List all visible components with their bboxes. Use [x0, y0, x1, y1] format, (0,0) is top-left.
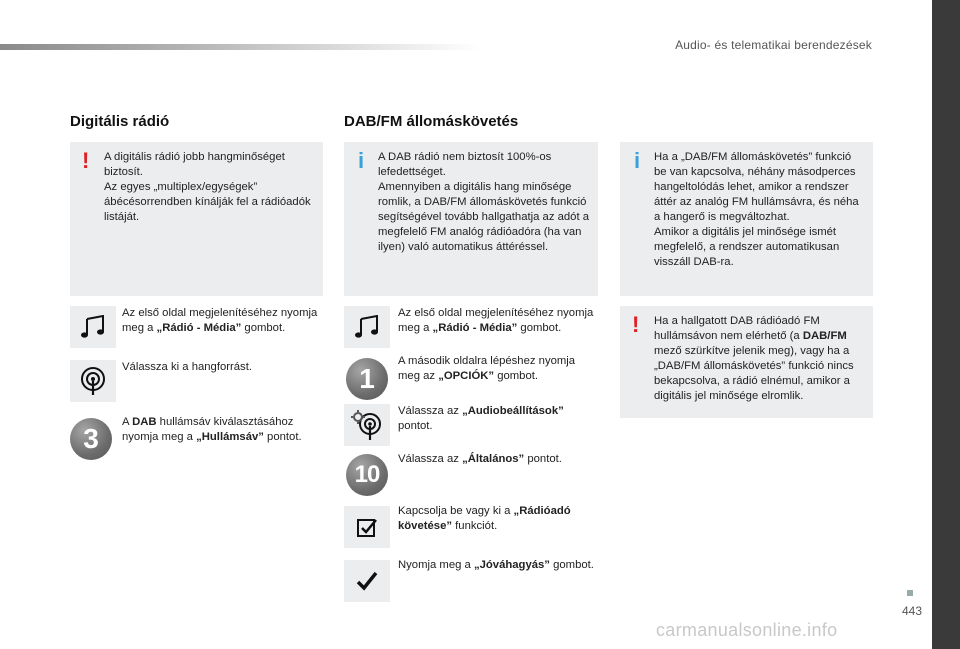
music-note-icon — [354, 315, 380, 339]
page-number: 443 — [902, 604, 923, 618]
heading-digital-radio: Digitális rádió — [70, 113, 170, 130]
step-number-badge: 3 — [70, 418, 112, 460]
info-icon: i — [358, 148, 365, 173]
checkbox-icon — [356, 516, 378, 538]
warning-note-text: A digitális rádió jobb hangminőséget biztosít. Az egyes „multiplex/egységek” ábécésorrendben kínálják fel a rádióadók listáját. — [104, 151, 311, 223]
radio-media-button-icon-box-2 — [344, 306, 390, 348]
info-note-station-follow — [620, 142, 873, 296]
middle-step-3: Válassza az „Audiobeállítások” pontot. — [398, 405, 564, 432]
info-icon: i — [634, 148, 641, 173]
step-number-badge-10: 10 — [346, 454, 388, 496]
toggle-checkbox-icon-box — [344, 506, 390, 548]
warning-note-digital-radio — [70, 142, 323, 296]
audio-settings-icon-box — [344, 404, 390, 446]
warning-note-dab-unavailable — [620, 306, 873, 418]
watermark: carmanualsonline.info — [656, 620, 838, 640]
checkmark-icon — [356, 571, 378, 591]
audio-settings-icon — [350, 409, 384, 441]
left-step-2: Válassza ki a hangforrást. — [122, 361, 252, 373]
info-note-dab — [344, 142, 598, 296]
info-note-follow-text: Ha a „DAB/FM állomáskövetés” funkció be van kapcsolva, néhány másodperces hangeltolódás lehet, amikor a rendszer áttér az analóg FM hullámsávra, és néha a hangerő is megváltozhat. Amikor a digitális jel minősége ismét megfelelő, a rendszer automatikusan visszáll DAB-ra. — [654, 151, 859, 268]
middle-step-2: A második oldalra lépéshez nyomja meg az „OPCIÓK” gombot. — [398, 355, 576, 382]
source-icon-box — [70, 360, 116, 402]
middle-step-5: Kapcsolja be vagy ki a „Rádióadó követése” funkciót. — [398, 505, 571, 532]
heading-dab-fm: DAB/FM állomáskövetés — [344, 113, 519, 130]
header-rule — [0, 44, 480, 50]
left-step-1: Az első oldal megjelenítéséhez nyomja meg a „Rádió - Média” gombot. — [122, 307, 318, 334]
info-note-text: A DAB rádió nem biztosít 100%-os lefedettséget. Amennyiben a digitális hang minősége romlik, a DAB/FM állomáskövetés funkció segítségével tovább hallgathatja az adót a megfelelő FM analóg rádióadóra (ha van ilyen) való automatikus áttéréssel. — [378, 151, 590, 253]
warning-icon: ! — [632, 312, 640, 337]
middle-step-1: Az első oldal megjelenítéséhez nyomja meg a „Rádió - Média” gombot. — [398, 307, 594, 334]
page-header-title: Audio- és telematikai berendezések — [675, 38, 872, 52]
middle-step-4: Válassza az „Általános” pontot. — [398, 453, 562, 465]
radio-source-icon — [78, 366, 108, 396]
page-marker — [907, 590, 913, 596]
step-number-badge-1: 1 — [346, 358, 388, 400]
middle-step-6: Nyomja meg a „Jóváhagyás” gombot. — [398, 559, 594, 571]
warning-icon: ! — [82, 148, 90, 173]
radio-media-button-icon-box — [70, 306, 116, 348]
confirm-icon-box — [344, 560, 390, 602]
left-step-3: A DAB hullámsáv kiválasztásához nyomja meg a „Hullámsáv” pontot. — [122, 416, 302, 443]
music-note-icon — [80, 315, 106, 339]
warning-note-dab-text: Ha a hallgatott DAB rádióadó FM hullámsávon nem elérhető (a DAB/FM mező szürkítve jelenik meg), vagy ha a „DAB/FM állomáskövetés” funkció nincs bekapcsolva, a rádió elnémul, amikor a digitális jel minősége elromlik. — [654, 315, 854, 402]
side-tab — [932, 0, 960, 649]
